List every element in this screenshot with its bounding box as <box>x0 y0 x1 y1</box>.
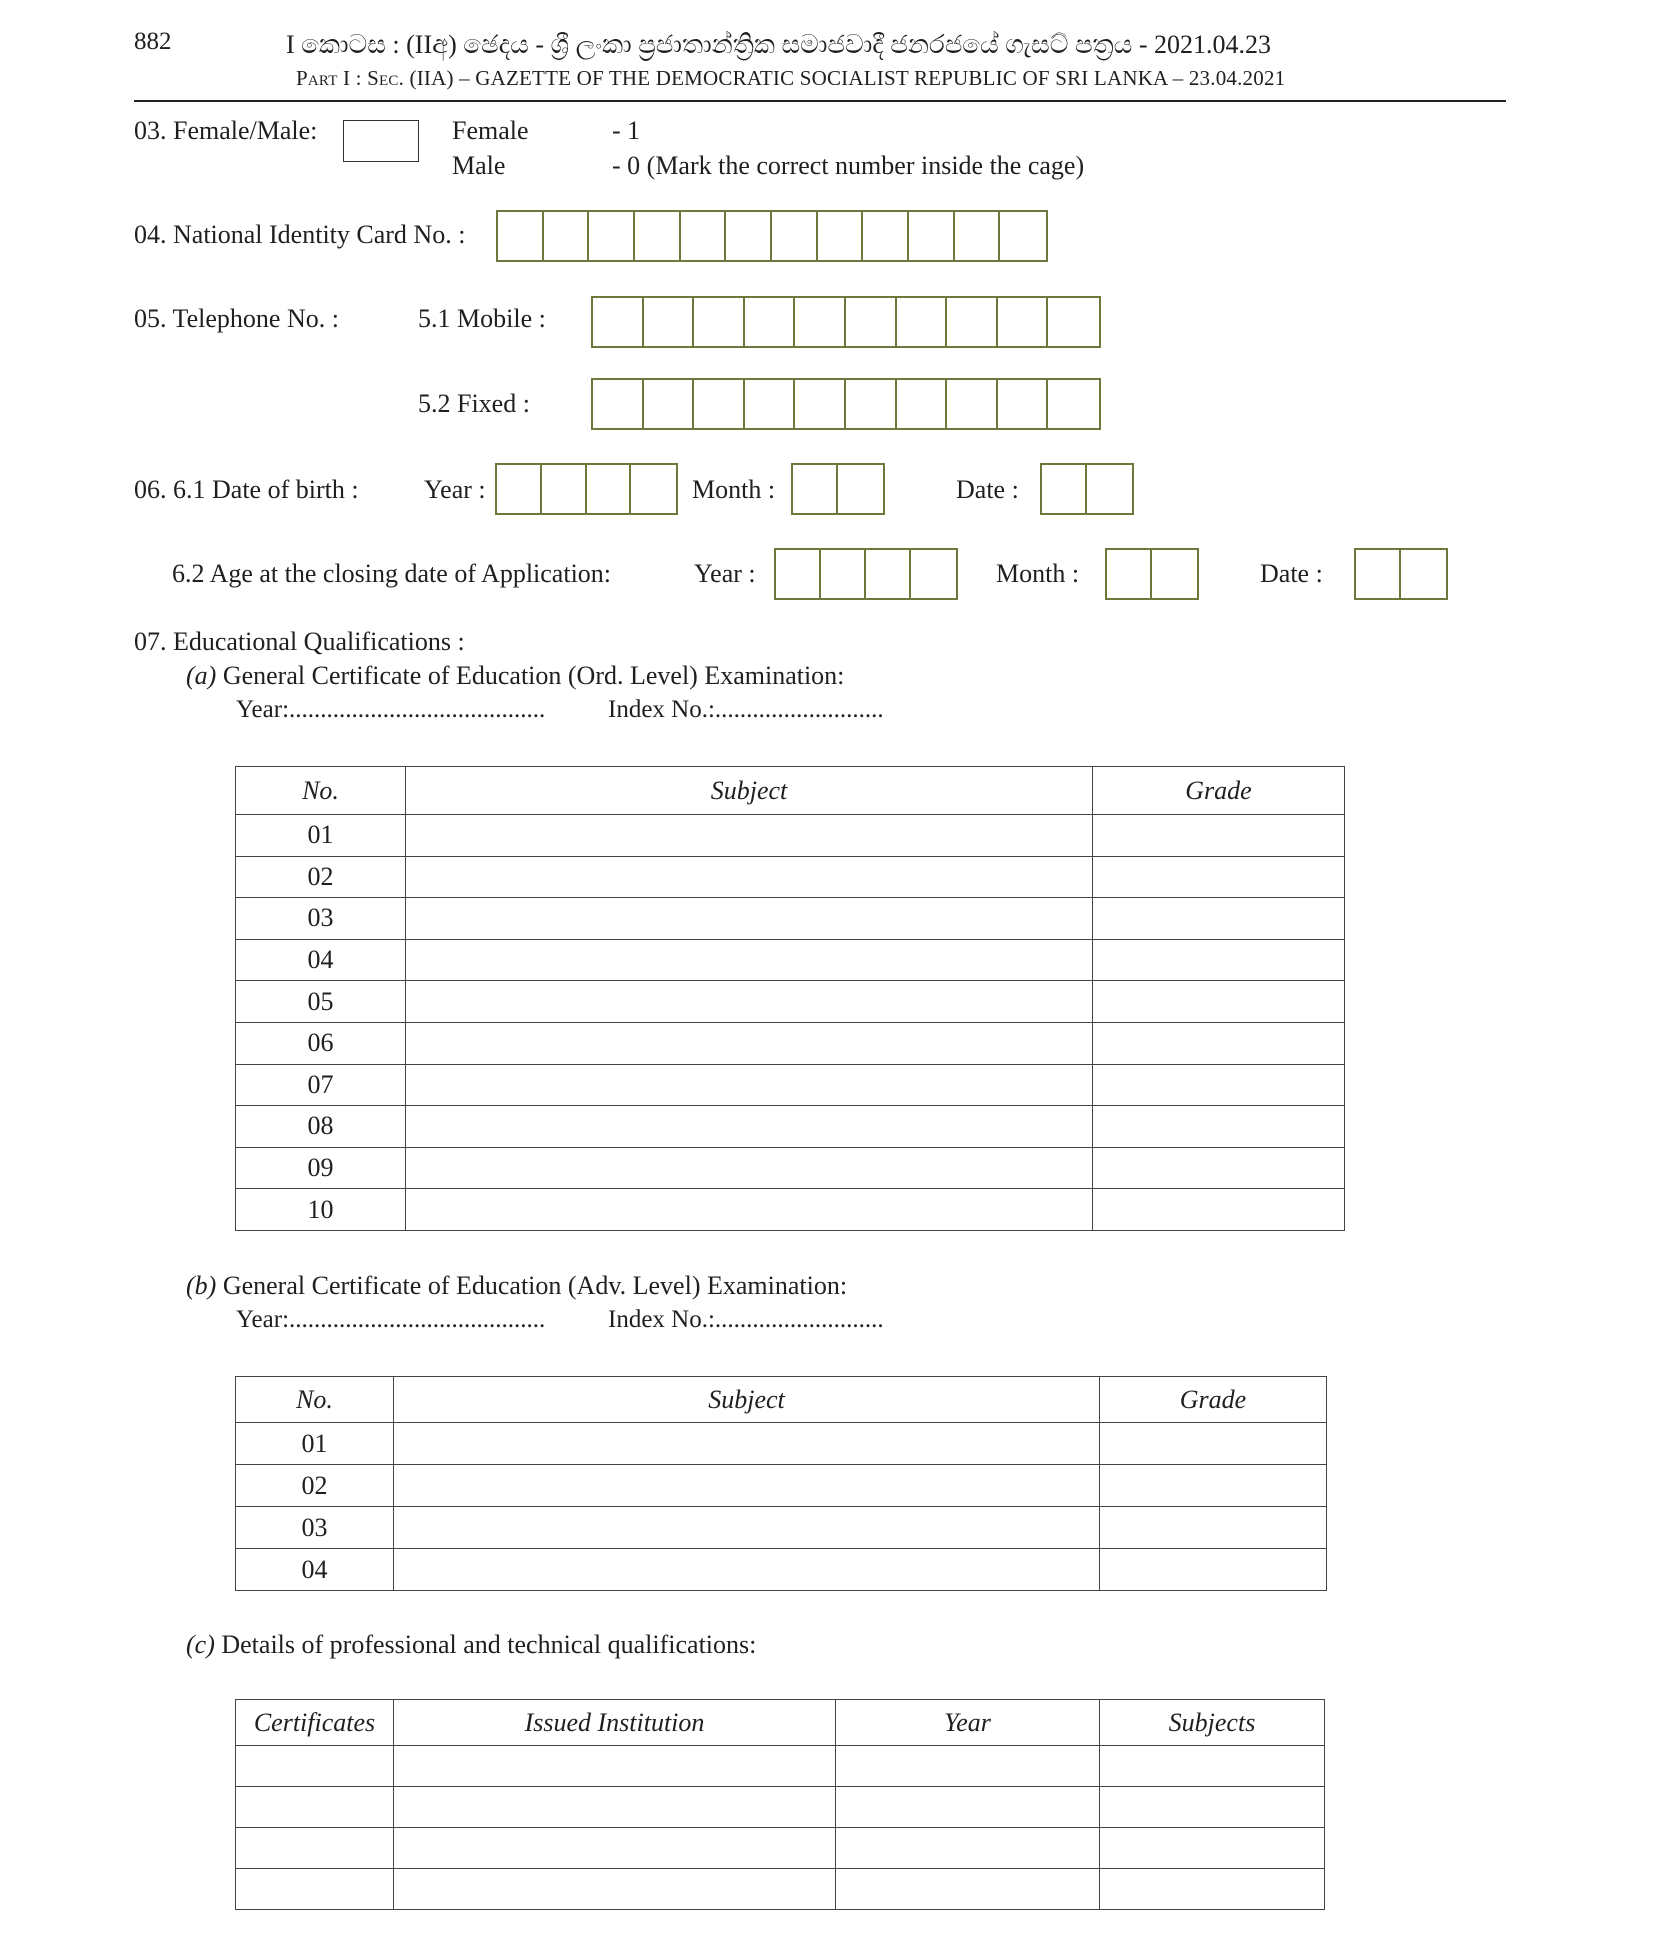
dob-month-boxes[interactable] <box>791 463 885 515</box>
ol-row-number: 10 <box>236 1189 406 1231</box>
ol-row-number: 09 <box>236 1147 406 1189</box>
input-cell[interactable] <box>589 212 635 260</box>
input-cell[interactable] <box>1087 465 1132 513</box>
dob-date-label: Date : <box>956 475 1019 504</box>
al-grade-cell[interactable] <box>1100 1423 1327 1465</box>
ol-grade-cell[interactable] <box>1093 981 1345 1023</box>
ol-row-number: 02 <box>236 856 406 898</box>
input-cell[interactable] <box>866 550 911 598</box>
table-row <box>236 856 1345 898</box>
prof-header-subjects: Subjects <box>1100 1700 1325 1746</box>
ol-grade-cell[interactable] <box>1093 815 1345 857</box>
ol-subject-cell[interactable] <box>406 1189 1093 1231</box>
input-cell[interactable] <box>681 212 727 260</box>
input-cell[interactable] <box>542 465 587 513</box>
ol-grade-cell[interactable] <box>1093 939 1345 981</box>
al-row-number: 04 <box>236 1549 394 1591</box>
fixed-label: 5.2 Fixed : <box>418 389 530 418</box>
al-year-line[interactable]: Year:......................................... <box>236 1306 546 1333</box>
input-cell[interactable] <box>838 465 883 513</box>
prof-year-cell[interactable] <box>836 1869 1100 1910</box>
mobile-label: 5.1 Mobile : <box>418 304 546 333</box>
prof-title-text: Details of professional and technical qualifications: <box>221 1630 757 1659</box>
input-cell[interactable] <box>1042 465 1087 513</box>
ol-title-text: General Certificate of Education (Ord. Level) Examination: <box>222 661 845 690</box>
ol-year-line[interactable]: Year:......................................... <box>236 696 546 723</box>
dob-month-label: Month : <box>692 475 776 504</box>
table-row <box>236 1064 1345 1106</box>
input-cell[interactable] <box>897 298 948 346</box>
header-rule <box>134 100 1506 102</box>
input-cell[interactable] <box>644 298 695 346</box>
ol-subject-cell[interactable] <box>406 1022 1093 1064</box>
input-cell[interactable] <box>631 465 676 513</box>
ol-row-number: 07 <box>236 1064 406 1106</box>
table-row <box>236 1022 1345 1064</box>
table-row <box>236 981 1345 1023</box>
ol-header-grade: Grade <box>1093 767 1345 815</box>
input-cell[interactable] <box>745 380 796 428</box>
table-row <box>236 1828 1325 1869</box>
header-english-line <box>296 66 1285 91</box>
ol-title <box>186 661 844 691</box>
prof-institution-cell[interactable] <box>394 1787 836 1828</box>
age-date-boxes[interactable] <box>1354 548 1448 600</box>
table-row <box>236 1869 1325 1910</box>
prof-title <box>186 1630 756 1660</box>
page-number: 882 <box>134 28 172 55</box>
al-grade-cell[interactable] <box>1100 1507 1327 1549</box>
input-cell[interactable] <box>795 298 846 346</box>
input-cell[interactable] <box>635 212 681 260</box>
prof-header-institution: Issued Institution <box>394 1700 836 1746</box>
table-row <box>236 898 1345 940</box>
ol-row-number: 05 <box>236 981 406 1023</box>
input-cell[interactable] <box>846 298 897 346</box>
input-cell[interactable] <box>1048 380 1099 428</box>
prof-institution-cell[interactable] <box>394 1746 836 1787</box>
prof-header-year: Year <box>836 1700 1100 1746</box>
age-month-boxes[interactable] <box>1105 548 1199 600</box>
al-header-grade: Grade <box>1100 1377 1327 1423</box>
ol-grade-cell[interactable] <box>1093 856 1345 898</box>
prof-institution-cell[interactable] <box>394 1869 836 1910</box>
input-cell[interactable] <box>998 298 1049 346</box>
dob-year-label: Year : <box>424 475 486 504</box>
input-cell[interactable] <box>909 212 955 260</box>
ol-grade-cell[interactable] <box>1093 1147 1345 1189</box>
ol-subject-cell[interactable] <box>406 1106 1093 1148</box>
age-month-label: Month : <box>996 559 1080 588</box>
al-subject-cell[interactable] <box>394 1549 1100 1591</box>
prof-institution-cell[interactable] <box>394 1828 836 1869</box>
table-row <box>236 1147 1345 1189</box>
prof-header-certificates: Certificates <box>236 1700 394 1746</box>
prof-certificate-cell[interactable] <box>236 1869 394 1910</box>
al-subject-cell[interactable] <box>394 1423 1100 1465</box>
header-sinhala-line: I කොටස : (IIඅ) ඡෙදය - ශ්‍රී ලංකා ප්‍රජාතාන්ත්‍රික සමාජවාදී ජනරජයේ ගැසට් පත්‍රය - 2021.04.23 <box>286 30 1272 59</box>
al-header-no: No. <box>236 1377 394 1423</box>
header-title: (IIA) – GAZETTE OF THE DEMOCRATIC SOCIALIST REPUBLIC OF SRI LANKA – 23.04.2021 <box>409 66 1286 90</box>
prof-certificate-cell[interactable] <box>236 1787 394 1828</box>
male-code: - 0 (Mark the correct number inside the cage) <box>612 151 1085 180</box>
female-label: Female <box>452 116 529 145</box>
table-row <box>236 1507 1327 1549</box>
input-cell[interactable] <box>745 298 796 346</box>
prof-year-cell[interactable] <box>836 1746 1100 1787</box>
table-row <box>236 1465 1327 1507</box>
fixed-input-boxes[interactable] <box>591 378 1101 430</box>
ol-subject-cell[interactable] <box>406 856 1093 898</box>
input-cell[interactable] <box>1048 298 1099 346</box>
ol-subject-cell[interactable] <box>406 1147 1093 1189</box>
input-cell[interactable] <box>1401 550 1446 598</box>
age-year-label: Year : <box>694 559 756 588</box>
input-cell[interactable] <box>497 465 542 513</box>
mobile-input-boxes[interactable] <box>591 296 1101 348</box>
input-cell[interactable] <box>644 380 695 428</box>
prof-table-body <box>236 1746 1325 1910</box>
header-part: Part I : <box>296 66 362 90</box>
input-cell[interactable] <box>694 298 745 346</box>
table-row <box>236 1549 1327 1591</box>
female-code: - 1 <box>612 116 641 145</box>
al-row-number: 03 <box>236 1507 394 1549</box>
ol-subject-cell[interactable] <box>406 815 1093 857</box>
prof-subjects-cell[interactable] <box>1100 1787 1325 1828</box>
dob-year-boxes[interactable] <box>495 463 678 515</box>
prof-subjects-cell[interactable] <box>1100 1869 1325 1910</box>
ol-grade-cell[interactable] <box>1093 1189 1345 1231</box>
input-cell[interactable] <box>1107 550 1152 598</box>
header-sec: Sec. <box>367 66 405 90</box>
ol-header-subject: Subject <box>406 767 1093 815</box>
age-year-boxes[interactable] <box>774 548 958 600</box>
ol-grade-cell[interactable] <box>1093 1106 1345 1148</box>
ol-row-number: 08 <box>236 1106 406 1148</box>
prof-letter: (c) <box>186 1630 215 1659</box>
table-row <box>236 1106 1345 1148</box>
input-cell[interactable] <box>947 298 998 346</box>
ol-table-body <box>236 815 1345 1231</box>
al-header-subject: Subject <box>394 1377 1100 1423</box>
ol-row-number: 03 <box>236 898 406 940</box>
input-cell[interactable] <box>776 550 821 598</box>
ol-grade-cell[interactable] <box>1093 1064 1345 1106</box>
al-title <box>186 1271 847 1301</box>
ol-results-table <box>235 766 1345 1231</box>
al-index-line[interactable]: Index No.:........................... <box>608 1306 884 1333</box>
prof-certificate-cell[interactable] <box>236 1828 394 1869</box>
table-row <box>236 1787 1325 1828</box>
input-cell[interactable] <box>694 380 745 428</box>
q03-label: 03. Female/Male: <box>134 116 318 145</box>
nic-input-boxes[interactable] <box>496 210 1048 262</box>
input-cell[interactable] <box>897 380 948 428</box>
prof-year-cell[interactable] <box>836 1828 1100 1869</box>
input-cell[interactable] <box>544 212 590 260</box>
age-date-label: Date : <box>1260 559 1323 588</box>
ol-grade-cell[interactable] <box>1093 898 1345 940</box>
input-cell[interactable] <box>998 380 1049 428</box>
al-subject-cell[interactable] <box>394 1465 1100 1507</box>
ol-row-number: 06 <box>236 1022 406 1064</box>
ol-letter: (a) <box>186 661 217 690</box>
ol-header-no: No. <box>236 767 406 815</box>
ol-subject-cell[interactable] <box>406 1064 1093 1106</box>
input-cell[interactable] <box>498 212 544 260</box>
gender-input-box[interactable] <box>343 120 419 162</box>
input-cell[interactable] <box>863 212 909 260</box>
al-table-body <box>236 1423 1327 1591</box>
ol-subject-cell[interactable] <box>406 898 1093 940</box>
input-cell[interactable] <box>846 380 897 428</box>
input-cell[interactable] <box>1000 212 1046 260</box>
input-cell[interactable] <box>587 465 632 513</box>
al-grade-cell[interactable] <box>1100 1549 1327 1591</box>
al-row-number: 02 <box>236 1465 394 1507</box>
prof-certificate-cell[interactable] <box>236 1746 394 1787</box>
ol-index-line[interactable]: Index No.:........................... <box>608 696 884 723</box>
al-subject-cell[interactable] <box>394 1507 1100 1549</box>
table-row <box>236 1189 1345 1231</box>
input-cell[interactable] <box>1356 550 1401 598</box>
input-cell[interactable] <box>793 465 838 513</box>
ol-subject-cell[interactable] <box>406 939 1093 981</box>
ol-grade-cell[interactable] <box>1093 1022 1345 1064</box>
al-row-number: 01 <box>236 1423 394 1465</box>
q06-label: 06. 6.1 Date of birth : <box>134 475 359 504</box>
q04-label: 04. National Identity Card No. : <box>134 220 466 249</box>
input-cell[interactable] <box>726 212 772 260</box>
prof-year-cell[interactable] <box>836 1787 1100 1828</box>
male-label: Male <box>452 151 506 180</box>
al-title-text: General Certificate of Education (Adv. Level) Examination: <box>222 1271 848 1300</box>
q07-label: 07. Educational Qualifications : <box>134 627 465 656</box>
age-label: 6.2 Age at the closing date of Application: <box>172 559 612 588</box>
input-cell[interactable] <box>593 380 644 428</box>
table-row <box>236 1746 1325 1787</box>
al-results-table <box>235 1376 1327 1591</box>
dob-date-boxes[interactable] <box>1040 463 1134 515</box>
input-cell[interactable] <box>818 212 864 260</box>
prof-subjects-cell[interactable] <box>1100 1746 1325 1787</box>
table-row <box>236 815 1345 857</box>
al-grade-cell[interactable] <box>1100 1465 1327 1507</box>
prof-qualifications-table <box>235 1699 1325 1910</box>
prof-subjects-cell[interactable] <box>1100 1828 1325 1869</box>
input-cell[interactable] <box>772 212 818 260</box>
input-cell[interactable] <box>955 212 1001 260</box>
input-cell[interactable] <box>947 380 998 428</box>
al-letter: (b) <box>186 1271 217 1300</box>
table-row <box>236 939 1345 981</box>
input-cell[interactable] <box>795 380 846 428</box>
input-cell[interactable] <box>1152 550 1197 598</box>
input-cell[interactable] <box>821 550 866 598</box>
input-cell[interactable] <box>593 298 644 346</box>
ol-row-number: 04 <box>236 939 406 981</box>
table-row <box>236 1423 1327 1465</box>
q05-label: 05. Telephone No. : <box>134 304 339 333</box>
input-cell[interactable] <box>911 550 956 598</box>
ol-subject-cell[interactable] <box>406 981 1093 1023</box>
ol-row-number: 01 <box>236 815 406 857</box>
